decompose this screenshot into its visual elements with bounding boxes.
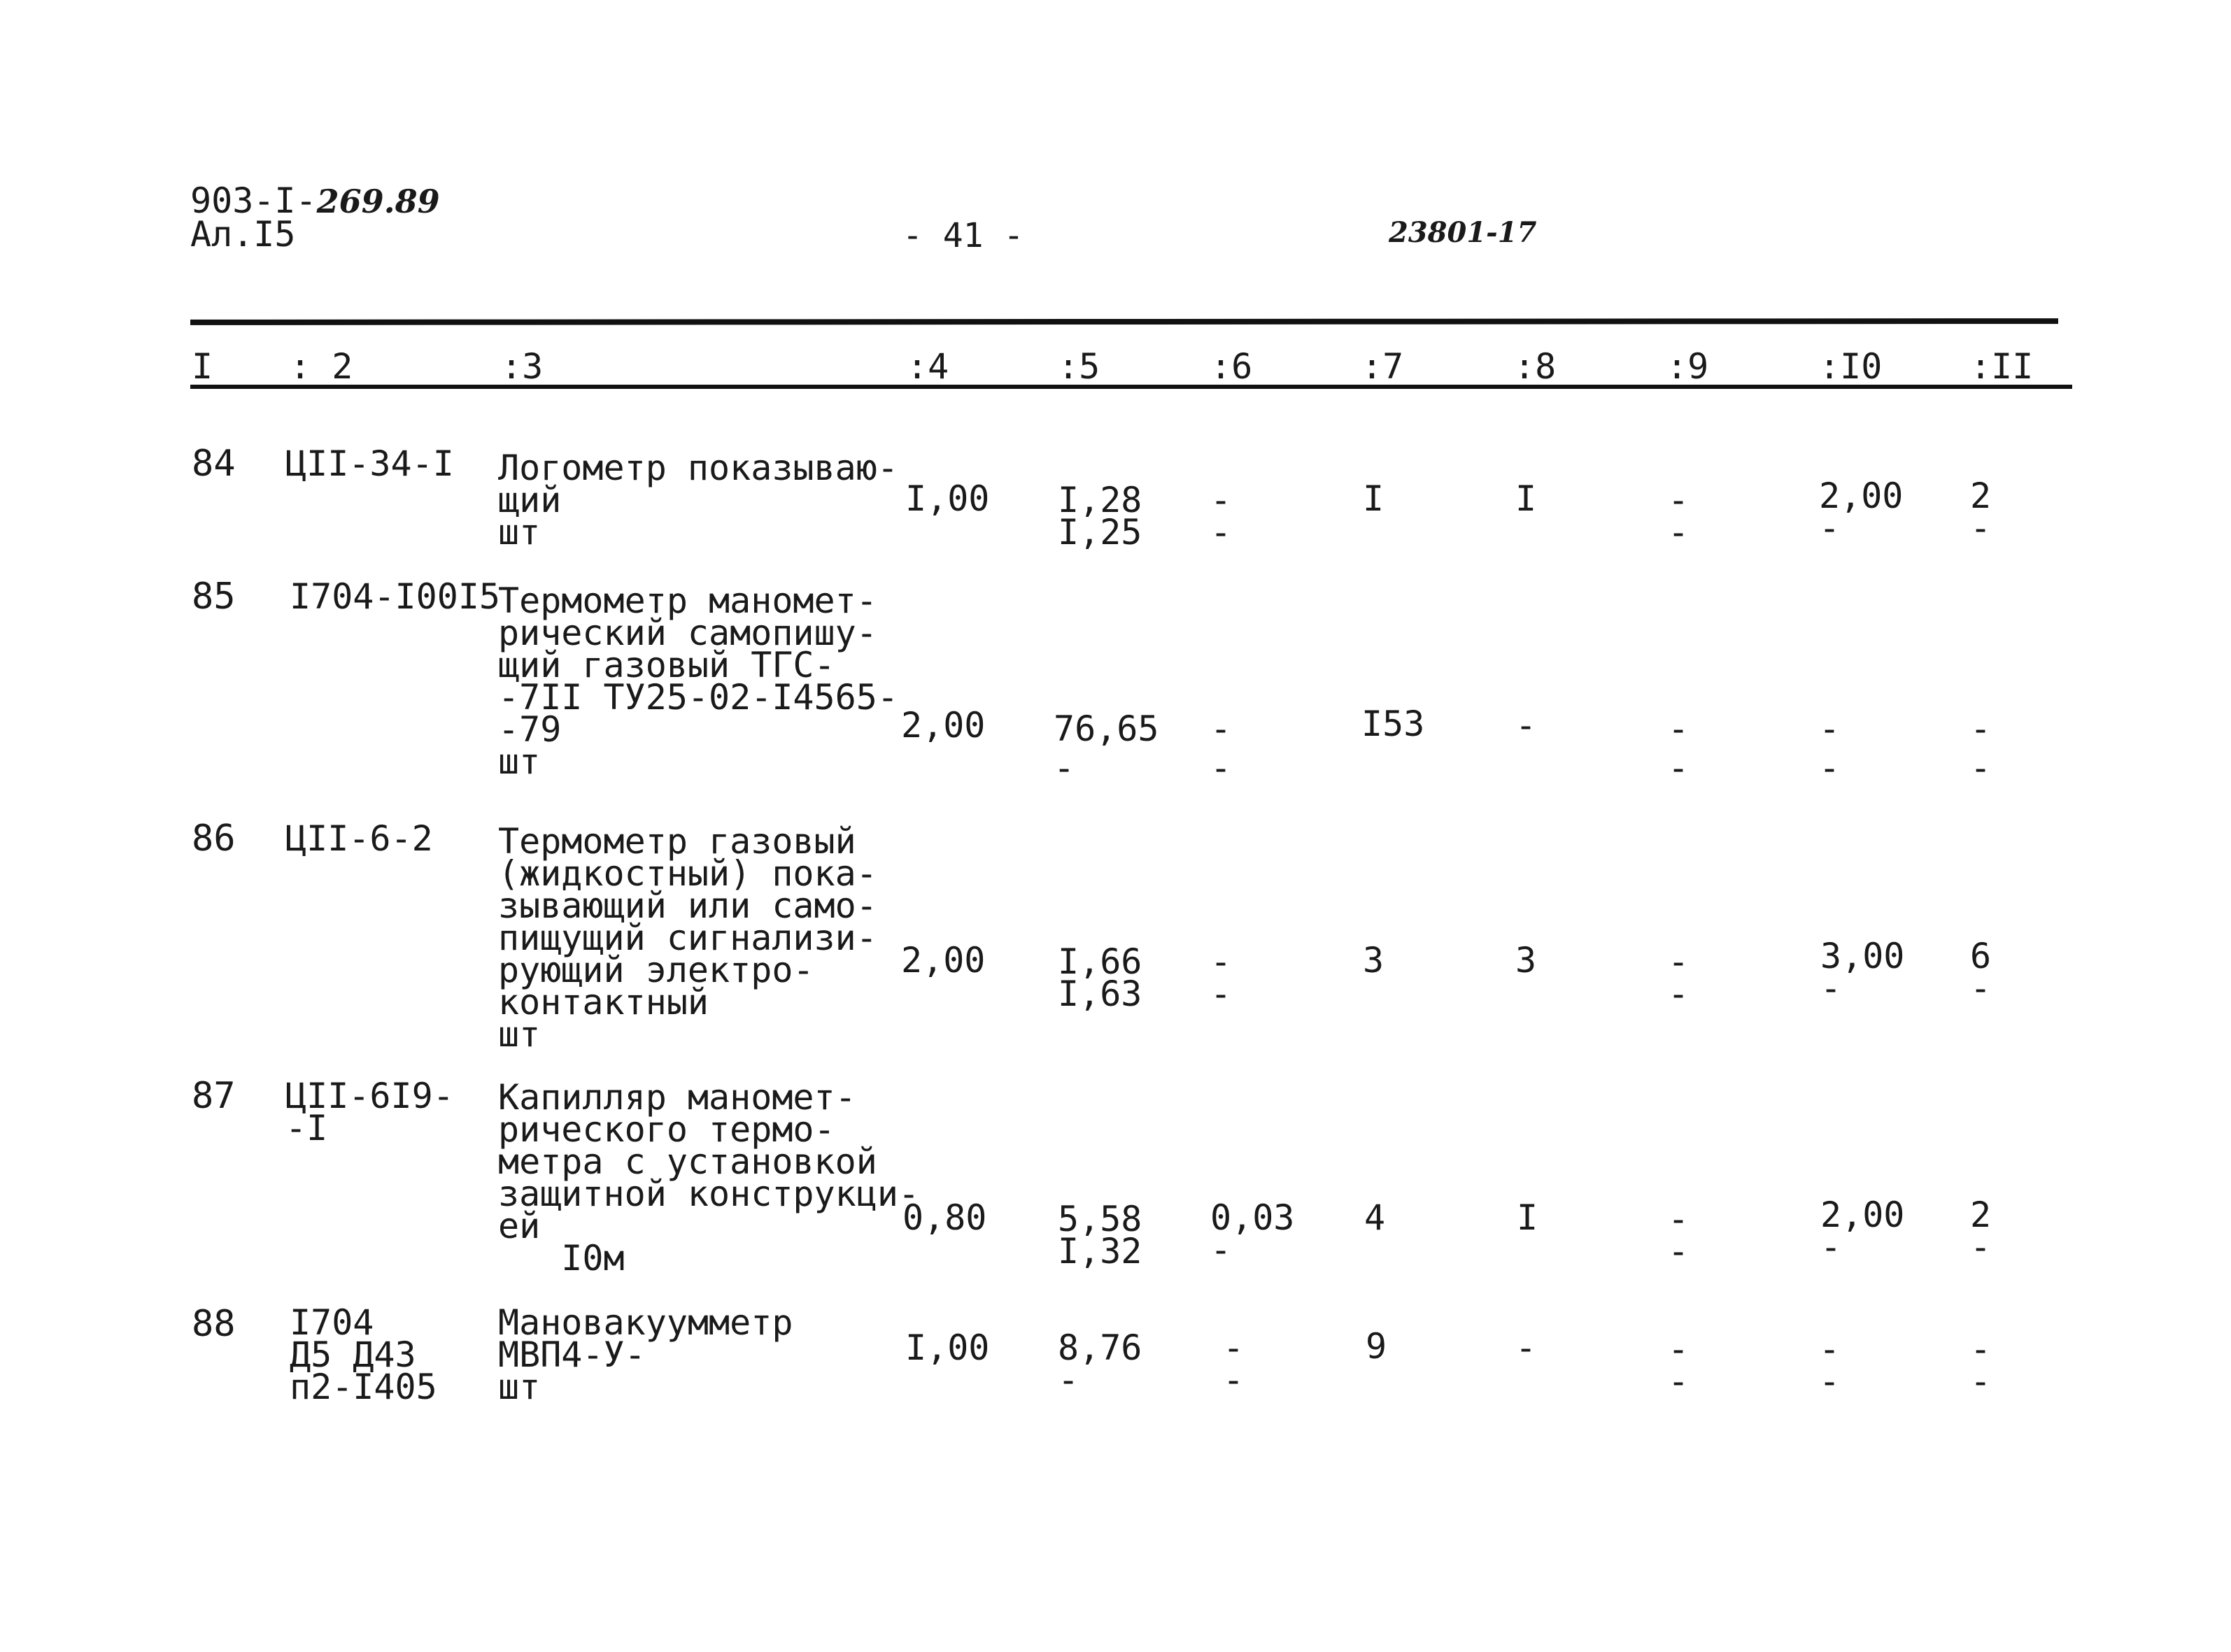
row-code: I704 Д5 Д43 п2-I405 xyxy=(290,1302,437,1407)
row-col-11: 2 - xyxy=(1970,1195,1992,1267)
row-col-4: I,00 xyxy=(905,1327,990,1368)
column-header-1: I xyxy=(192,346,213,387)
row-col-5: 76,65 - xyxy=(1054,708,1159,788)
row-col-5: 8,76 - xyxy=(1058,1327,1142,1400)
row-col-7: 3 xyxy=(1363,940,1384,981)
album-label: Ал.I5 xyxy=(190,214,296,255)
column-header-2: : 2 xyxy=(290,346,353,387)
row-col-5: I,66 I,63 xyxy=(1058,941,1142,1014)
row-number: 88 xyxy=(192,1303,236,1345)
table-header-rule xyxy=(190,385,2072,389)
row-col-7: I xyxy=(1363,478,1384,519)
row-col-10: - - xyxy=(1819,708,1841,788)
row-col-9: - - xyxy=(1668,1199,1690,1272)
row-code: ЦII-6-2 xyxy=(285,818,433,859)
row-col-10: 2,00 - xyxy=(1819,476,1904,548)
row-number: 85 xyxy=(192,576,236,618)
row-col-9: - - xyxy=(1668,941,1690,1014)
column-header-8: :8 xyxy=(1514,346,1557,387)
row-description: Термометр маномет- рический самопишу- щий газовый ТГС- -7II ТУ25-02-I4565- -79 шт xyxy=(498,581,898,782)
row-col-5: 5,58 I,32 xyxy=(1058,1199,1142,1272)
column-header-6: :6 xyxy=(1210,346,1253,387)
row-description: Капилляр маномет- рического термо- метра с установкой защитной конструкци- ей I0м xyxy=(498,1077,920,1279)
row-col-6: - - xyxy=(1210,480,1232,553)
column-header-7: :7 xyxy=(1361,346,1404,387)
row-number: 87 xyxy=(192,1075,236,1117)
column-header-5: :5 xyxy=(1058,346,1100,387)
column-header-4: :4 xyxy=(907,346,949,387)
row-col-5: I,28 I,25 xyxy=(1058,480,1142,553)
row-col-11: - - xyxy=(1970,1329,1992,1402)
row-number: 84 xyxy=(192,443,236,485)
row-col-8: - xyxy=(1515,705,1537,746)
document-code-handwritten: 269.89 xyxy=(316,183,440,220)
page-number: - 41 - xyxy=(902,216,1024,255)
row-description: Мановакуумметр МВП4-У- шт xyxy=(498,1302,793,1407)
row-col-8: I xyxy=(1517,1197,1538,1238)
row-code: ЦII-34-I xyxy=(285,443,454,484)
row-col-7: 4 xyxy=(1364,1197,1386,1238)
row-col-8: 3 xyxy=(1515,940,1537,981)
column-header-9: :9 xyxy=(1666,346,1709,387)
row-col-6: 0,03 - xyxy=(1210,1197,1295,1270)
row-col-6: - - xyxy=(1210,941,1232,1014)
row-code: I704-I00I5 xyxy=(290,576,501,617)
row-code: ЦII-6I9- -I xyxy=(285,1076,454,1148)
row-col-10: 2,00 - xyxy=(1820,1195,1905,1267)
row-col-7: 9 xyxy=(1366,1326,1387,1367)
row-col-4: I,00 xyxy=(905,478,990,519)
column-header-10: :I0 xyxy=(1819,346,1883,387)
row-col-4: 2,00 xyxy=(901,705,986,746)
row-col-9: - - xyxy=(1668,708,1690,788)
row-col-4: 2,00 xyxy=(901,940,986,981)
row-col-11: - - xyxy=(1970,708,1992,788)
row-col-10: 3,00 - xyxy=(1820,936,1905,1009)
row-col-4: 0,80 xyxy=(902,1197,987,1238)
row-col-6: - - xyxy=(1223,1327,1245,1400)
row-description: Термометр газовый (жидкостный) пока- зывающий или само- пищущий сигнализи- рующий электро- контактный шт xyxy=(498,821,877,1055)
row-col-11: 6 - xyxy=(1970,936,1992,1009)
row-col-6: - - xyxy=(1210,708,1232,788)
row-col-8: - xyxy=(1515,1327,1537,1368)
row-description: Логометр показываю- щий шт xyxy=(498,448,898,553)
row-number: 86 xyxy=(192,818,236,860)
document-code-prefix: 903-I- xyxy=(190,180,317,221)
column-header-3: :3 xyxy=(501,346,544,387)
row-col-7: I53 xyxy=(1361,704,1425,744)
row-col-10: - - xyxy=(1819,1329,1841,1402)
row-col-8: I xyxy=(1515,478,1537,519)
column-header-11: :II xyxy=(1970,346,2034,387)
row-col-9: - - xyxy=(1668,1329,1690,1402)
row-col-11: 2 - xyxy=(1970,476,1992,548)
row-col-9: - - xyxy=(1668,480,1690,553)
archive-number: 23801-17 xyxy=(1389,216,1537,249)
table-top-rule xyxy=(190,318,2058,325)
